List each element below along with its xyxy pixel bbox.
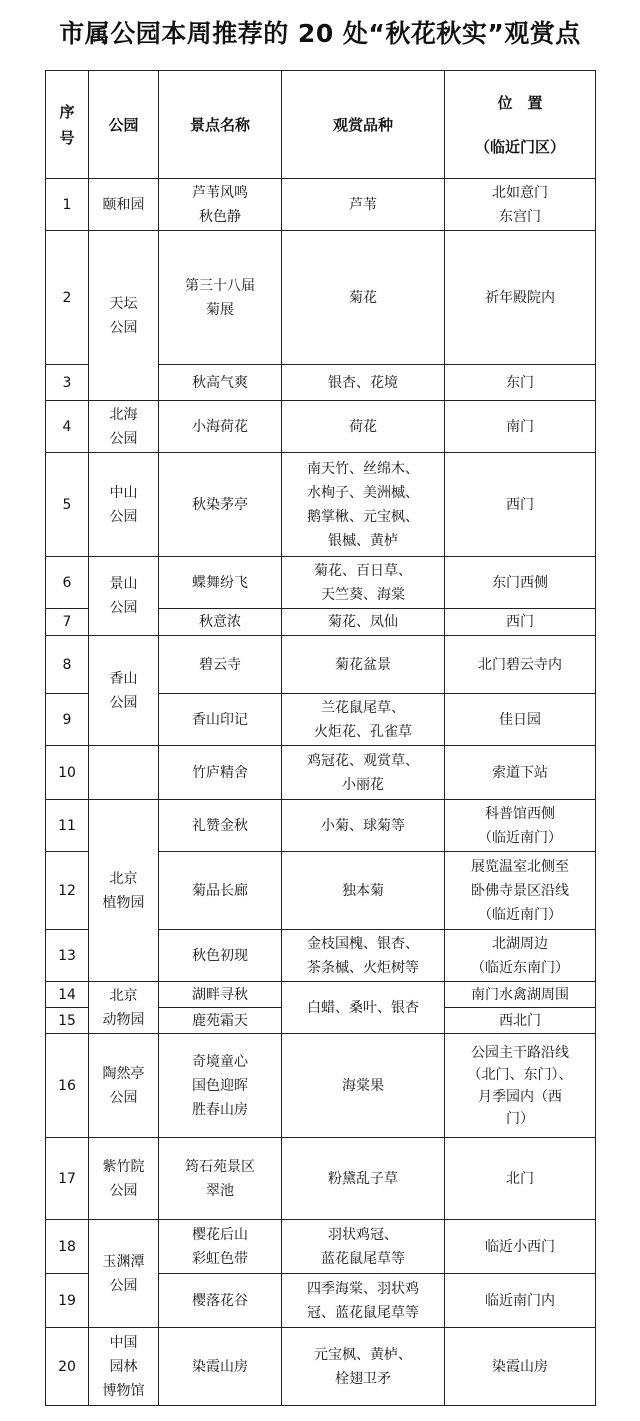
row-park: 北京 植物园: [89, 800, 159, 982]
row-location: 西门: [445, 453, 596, 557]
row-seq: 8: [46, 636, 89, 694]
row-location: 北湖周边 （临近东南门）: [445, 930, 596, 982]
row-park: 中山 公园: [89, 453, 159, 557]
row-variety: 粉黛乱子草: [282, 1138, 445, 1220]
row-seq: 17: [46, 1138, 89, 1220]
table-row: [46, 636, 596, 694]
row-location: 祈年殿院内: [445, 231, 596, 365]
row-variety: 荷花: [282, 401, 445, 453]
row-variety: 金枝国槐、银杏、 茶条槭、火炬树等: [282, 930, 445, 982]
row-location: 东门: [445, 365, 596, 401]
row-spot: 第三十八届 菊展: [159, 231, 282, 365]
table-row: [46, 1328, 596, 1406]
table-row: [46, 746, 596, 800]
row-location: 西北门: [445, 1008, 596, 1034]
row-seq: 13: [46, 930, 89, 982]
row-spot: 蝶舞纷飞: [159, 557, 282, 609]
row-seq: 6: [46, 557, 89, 609]
header-spot: 景点名称: [159, 71, 282, 179]
row-seq: 16: [46, 1034, 89, 1138]
row-seq: 1: [46, 179, 89, 231]
row-variety: 芦苇: [282, 179, 445, 231]
row-spot: 菊品长廊: [159, 852, 282, 930]
row-location: 西门: [445, 609, 596, 636]
row-park: 天坛 公园: [89, 231, 159, 401]
row-spot: 奇境童心 国色迎晖 胜春山房: [159, 1034, 282, 1138]
row-seq: 2: [46, 231, 89, 365]
row-park: 景山 公园: [89, 557, 159, 636]
row-variety: 白蜡、桑叶、银杏: [282, 982, 445, 1034]
table-row: [46, 1138, 596, 1220]
table-row: [46, 179, 596, 231]
table-row: [46, 231, 596, 365]
row-seq: 7: [46, 609, 89, 636]
row-park: 中国 园林 博物馆: [89, 1328, 159, 1406]
row-variety: 银杏、花境: [282, 365, 445, 401]
row-spot: 秋染茅亭: [159, 453, 282, 557]
row-spot: 樱落花谷: [159, 1274, 282, 1328]
row-variety: 菊花、凤仙: [282, 609, 445, 636]
row-location: 北如意门 东宫门: [445, 179, 596, 231]
table-row: [46, 401, 596, 453]
row-location: 展览温室北侧至 卧佛寺景区沿线 （临近南门）: [445, 852, 596, 930]
row-location: 临近小西门: [445, 1220, 596, 1274]
row-park: 颐和园: [89, 179, 159, 231]
row-spot: 礼赞金秋: [159, 800, 282, 852]
row-seq: 10: [46, 746, 89, 800]
header-variety: 观赏品种: [282, 71, 445, 179]
row-seq: 3: [46, 365, 89, 401]
row-spot: 樱花后山 彩虹色带: [159, 1220, 282, 1274]
row-variety: 南天竹、丝绵木、 水栒子、美洲槭、 鹅掌楸、元宝枫、 银槭、黄栌: [282, 453, 445, 557]
row-variety: 独本菊: [282, 852, 445, 930]
row-seq: 11: [46, 800, 89, 852]
row-park: 陶然亭 公园: [89, 1034, 159, 1138]
row-spot: 碧云寺: [159, 636, 282, 694]
row-variety: 四季海棠、羽状鸡 冠、蓝花鼠尾草等: [282, 1274, 445, 1328]
row-variety: 兰花鼠尾草、 火炬花、孔雀草: [282, 694, 445, 746]
row-park: 香山 公园: [89, 636, 159, 746]
row-seq: 5: [46, 453, 89, 557]
row-location: 佳日园: [445, 694, 596, 746]
row-spot: 竹庐精舍: [159, 746, 282, 800]
row-location: 染霞山房: [445, 1328, 596, 1406]
row-park: 紫竹院 公园: [89, 1138, 159, 1220]
row-variety: 羽状鸡冠、 蓝花鼠尾草等: [282, 1220, 445, 1274]
row-variety: 海棠果: [282, 1034, 445, 1138]
row-location: 索道下站: [445, 746, 596, 800]
row-location: 临近南门内: [445, 1274, 596, 1328]
row-location: 南门水禽湖周围: [445, 982, 596, 1008]
table-row: [46, 800, 596, 852]
row-variety: 鸡冠花、观赏草、 小丽花: [282, 746, 445, 800]
row-park: 北京 动物园: [89, 982, 159, 1034]
row-spot: 秋意浓: [159, 609, 282, 636]
row-location: 南门: [445, 401, 596, 453]
row-spot: 秋色初现: [159, 930, 282, 982]
row-location: 公园主干路沿线 （北门、东门）、 月季园内（西 门）: [445, 1034, 596, 1138]
header-seq: 序 号: [46, 71, 89, 179]
row-park: 玉渊潭 公园: [89, 1220, 159, 1328]
row-park: 北海 公园: [89, 401, 159, 453]
row-seq: 12: [46, 852, 89, 930]
row-seq: 9: [46, 694, 89, 746]
row-spot: 染霞山房: [159, 1328, 282, 1406]
row-variety: 元宝枫、黄栌、 栓翅卫矛: [282, 1328, 445, 1406]
table-row: [46, 982, 596, 1008]
row-park: [89, 746, 159, 800]
row-spot: 鹿苑霜天: [159, 1008, 282, 1034]
row-seq: 15: [46, 1008, 89, 1034]
table-row: [46, 1034, 596, 1138]
row-seq: 14: [46, 982, 89, 1008]
row-seq: 4: [46, 401, 89, 453]
recommendation-table: [45, 70, 596, 1406]
row-spot: 筠石苑景区 翠池: [159, 1138, 282, 1220]
row-spot: 湖畔寻秋: [159, 982, 282, 1008]
row-spot: 秋高气爽: [159, 365, 282, 401]
table-header-row: [46, 71, 596, 179]
header-location: 位 置 （临近门区）: [445, 71, 596, 179]
header-park: 公园: [89, 71, 159, 179]
row-spot: 芦苇风鸣 秋色静: [159, 179, 282, 231]
row-seq: 18: [46, 1220, 89, 1274]
row-variety: 小菊、球菊等: [282, 800, 445, 852]
row-seq: 19: [46, 1274, 89, 1328]
row-variety: 菊花、百日草、 天竺葵、海棠: [282, 557, 445, 609]
row-seq: 20: [46, 1328, 89, 1406]
row-location: 科普馆西侧 （临近南门）: [445, 800, 596, 852]
page-title: 市属公园本周推荐的 20 处“秋花秋实”观赏点: [59, 19, 581, 48]
table-row: [46, 557, 596, 609]
table-row: [46, 1220, 596, 1274]
row-location: 北门碧云寺内: [445, 636, 596, 694]
row-spot: 小海荷花: [159, 401, 282, 453]
row-spot: 香山印记: [159, 694, 282, 746]
row-location: 东门西侧: [445, 557, 596, 609]
table-row: [46, 453, 596, 557]
row-variety: 菊花: [282, 231, 445, 365]
row-variety: 菊花盆景: [282, 636, 445, 694]
row-location: 北门: [445, 1138, 596, 1220]
